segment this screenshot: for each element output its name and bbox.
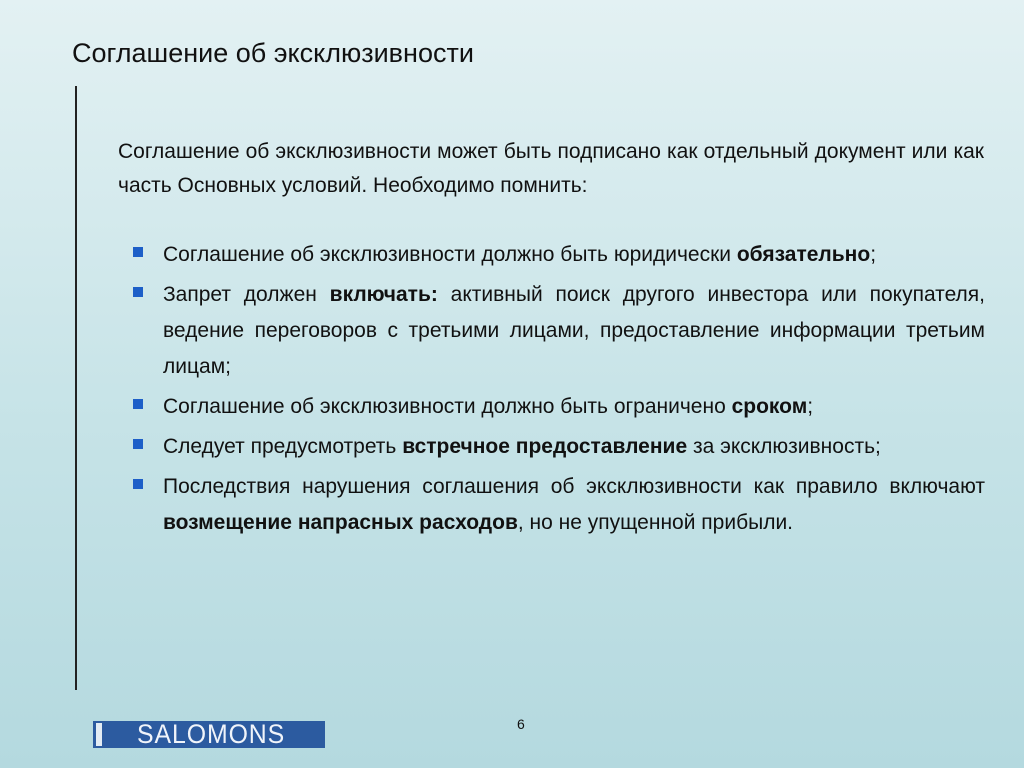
bullet-item xyxy=(130,469,985,541)
bullet-text: Соглашение об эксклюзивности должно быть юридически xyxy=(163,243,737,266)
square-bullet-icon xyxy=(133,399,143,409)
square-bullet-icon xyxy=(133,287,143,297)
slide-title: Соглашение об эксклюзивности xyxy=(72,38,474,68)
bullet-text: Следует предусмотреть xyxy=(163,435,403,458)
salomons-logo xyxy=(93,721,325,748)
page-number: 6 xyxy=(517,716,525,732)
bullet-text-end: за эксклюзивность; xyxy=(687,435,881,458)
bullet-item xyxy=(130,429,985,465)
bullet-text: Последствия нарушения соглашения об эксклюзивности как правило включают xyxy=(163,475,985,498)
bullet-list xyxy=(130,237,985,545)
bullet-emphasis: сроком xyxy=(731,395,808,418)
square-bullet-icon xyxy=(133,439,143,449)
bullet-text-end: , но не упущенной прибыли. xyxy=(517,511,794,534)
bullet-text-end: ; xyxy=(807,395,814,418)
bullet-emphasis: возмещение напрасных расходов xyxy=(163,511,518,534)
bullet-emphasis: включать: xyxy=(329,283,438,306)
bullet-item xyxy=(130,389,985,425)
bullet-item xyxy=(130,277,985,385)
intro-paragraph: Соглашение об эксклюзивности может быть подписано как отдельный документ или как часть Основных условий. Необходимо помнить: xyxy=(118,140,984,197)
square-bullet-icon xyxy=(133,247,143,257)
logo-text: SALOMONS xyxy=(137,719,286,749)
bullet-emphasis: встречное предоставление xyxy=(402,435,688,458)
bullet-emphasis: обязательно xyxy=(736,243,871,266)
vertical-divider xyxy=(75,86,77,690)
bullet-text: Соглашение об эксклюзивности должно быть ограничено xyxy=(163,395,732,418)
bullet-text-end: ; xyxy=(870,243,877,266)
bullet-text: Запрет должен xyxy=(163,283,330,306)
bullet-item xyxy=(130,237,985,273)
bullet-text-end: активный поиск другого инвестора или покупателя, ведение переговоров с третьими лицами, предоставление информации третьим лицам; xyxy=(163,283,986,378)
logo-bar-icon xyxy=(96,723,102,746)
square-bullet-icon xyxy=(133,479,143,489)
